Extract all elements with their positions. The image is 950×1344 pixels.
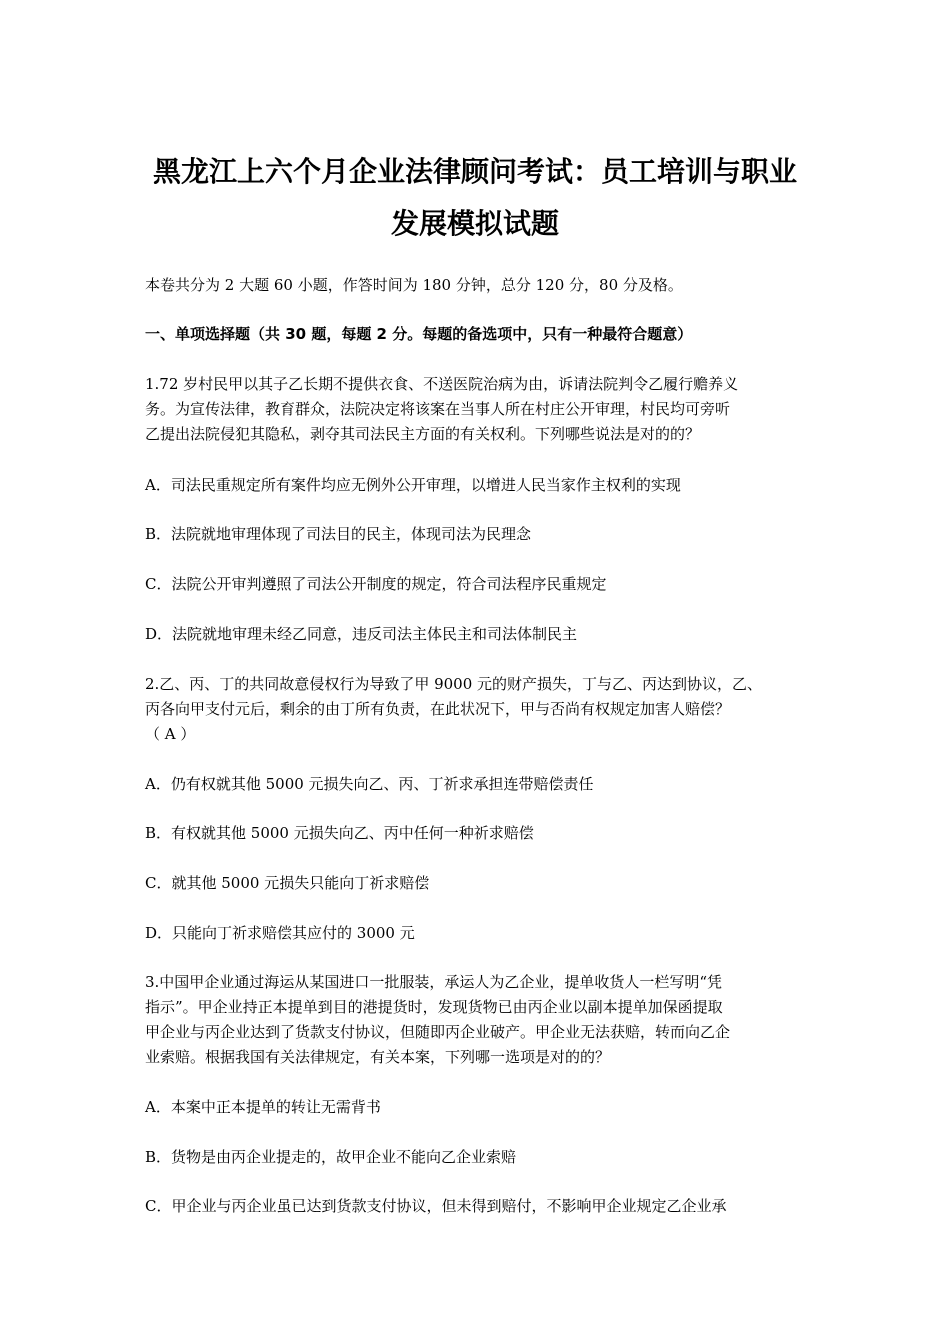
title-line-1: 黑龙江上六个月企业法律顾问考试：员工培训与职业 bbox=[152, 155, 797, 188]
question-1 bbox=[145, 372, 825, 447]
question-2-option-d: D．只能向丁祈求赔偿其应付的 3000 元 bbox=[145, 924, 415, 942]
question-1-option-a: A．司法民重规定所有案件均应无例外公开审理，以增进人民当家作主权利的实现 bbox=[145, 476, 681, 494]
question-2-line: （ A ） bbox=[145, 725, 196, 743]
question-2-option-c: C．就其他 5000 元损失只能向丁祈求赔偿 bbox=[145, 874, 430, 892]
question-2-line: 2.乙、丙、丁的共同故意侵权行为导致了甲 9000 元的财产损失，丁与乙、丙达到协议，乙、 bbox=[145, 675, 763, 693]
exam-intro: 本卷共分为 2 大题 60 小题，作答时间为 180 分钟，总分 120 分，80 分及格。 bbox=[145, 276, 683, 294]
question-1-line: 乙提出法院侵犯其隐私，剥夺其司法民主方面的有关权利。下列哪些说法是对的的？ bbox=[145, 425, 701, 443]
question-3 bbox=[145, 970, 825, 1070]
question-3-option-b: B．货物是由丙企业提走的，故甲企业不能向乙企业索赔 bbox=[145, 1148, 517, 1166]
question-1-option-b: B．法院就地审理体现了司法目的民主，体现司法为民理念 bbox=[145, 525, 532, 543]
question-2-option-a: A．仍有权就其他 5000 元损失向乙、丙、丁祈求承担连带赔偿责任 bbox=[145, 775, 594, 793]
question-3-option-a: A．本案中正本提单的转让无需背书 bbox=[145, 1098, 381, 1116]
question-3-line: 甲企业与丙企业达到了货款支付协议，但随即丙企业破产。甲企业无法获赔，转而向乙企 bbox=[145, 1023, 731, 1041]
section-heading: 一、单项选择题（共 30 题，每题 2 分。每题的备选项中，只有一种最符合题意） bbox=[145, 325, 693, 343]
question-3-line: 3.中国甲企业通过海运从某国进口一批服装，承运人为乙企业，提单收货人一栏写明“凭 bbox=[145, 973, 722, 991]
question-2-option-b: B．有权就其他 5000 元损失向乙、丙中任何一种祈求赔偿 bbox=[145, 824, 534, 842]
question-3-line: 业索赔。根据我国有关法律规定，有关本案，下列哪一选项是对的的？ bbox=[145, 1048, 611, 1066]
question-1-line: 1.72 岁村民甲以其子乙长期不提供衣食、不送医院治病为由，诉请法院判令乙履行赡养义 bbox=[145, 375, 739, 393]
question-3-option-c: C．甲企业与丙企业虽已达到货款支付协议，但未得到赔付，不影响甲企业规定乙企业承 bbox=[145, 1197, 727, 1215]
title-line-2: 发展模拟试题 bbox=[390, 207, 559, 240]
question-1-option-c: C．法院公开审判遵照了司法公开制度的规定，符合司法程序民重规定 bbox=[145, 575, 607, 593]
question-2-line: 丙各向甲支付元后，剩余的由丁所有负责，在此状况下，甲与否尚有权规定加害人赔偿？ bbox=[145, 700, 731, 718]
question-2 bbox=[145, 672, 825, 747]
question-1-option-d: D．法院就地审理未经乙同意，违反司法主体民主和司法体制民主 bbox=[145, 625, 578, 643]
page-title bbox=[110, 146, 840, 250]
question-1-line: 务。为宣传法律，教育群众，法院决定将该案在当事人所在村庄公开审理，村民均可旁听 bbox=[145, 400, 731, 418]
question-3-line: 指示”。甲企业持正本提单到目的港提货时，发现货物已由丙企业以副本提单加保函提取 bbox=[145, 998, 723, 1016]
